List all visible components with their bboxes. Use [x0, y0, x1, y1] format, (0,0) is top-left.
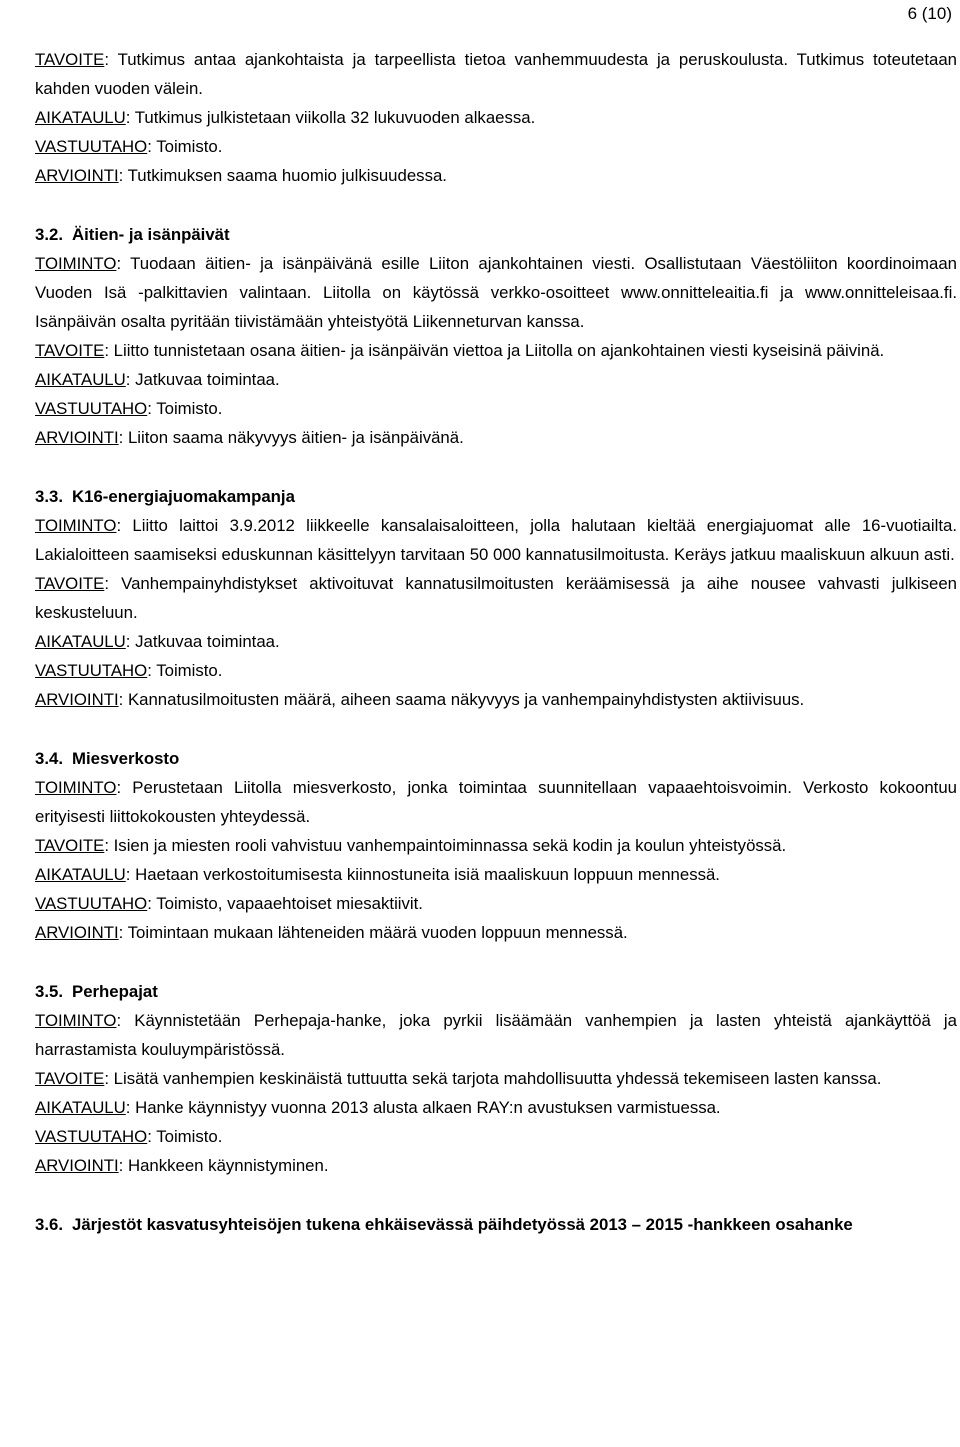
arviointi-paragraph [35, 918, 957, 947]
vastuutaho-paragraph [35, 1122, 957, 1151]
keyword: TAVOITE [35, 836, 105, 855]
aikataulu-paragraph [35, 103, 957, 132]
keyword: VASTUUTAHO [35, 137, 148, 156]
paragraph-text: : Jatkuvaa toimintaa. [125, 370, 280, 389]
tavoite-paragraph [35, 336, 957, 365]
page-number: 6 (10) [907, 4, 952, 23]
aikataulu-paragraph [35, 627, 957, 656]
section-heading [35, 977, 957, 1006]
paragraph-text: : Tutkimus julkistetaan viikolla 32 lukuvuoden alkaessa. [125, 108, 536, 127]
keyword: VASTUUTAHO [35, 1127, 148, 1146]
tavoite-paragraph [35, 831, 957, 860]
keyword: AIKATAULU [35, 1098, 126, 1117]
section-block [35, 249, 957, 452]
toiminto-paragraph [35, 1006, 957, 1064]
paragraph-text: : Jatkuvaa toimintaa. [125, 632, 280, 651]
keyword: ARVIOINTI [35, 1156, 119, 1175]
section-block [35, 1006, 957, 1180]
section-title: K16-energiajuomakampanja [72, 487, 295, 506]
keyword: TAVOITE [35, 341, 105, 360]
section-number: 3.2. [35, 225, 63, 244]
paragraph-text: : Liitto tunnistetaan osana äitien- ja isänpäivän viettoa ja Liitolla on ajankohtainen viesti kyseisinä päivinä. [104, 341, 885, 360]
section-heading [35, 482, 957, 511]
section-heading [35, 744, 957, 773]
keyword: AIKATAULU [35, 632, 126, 651]
section-heading [35, 1210, 957, 1239]
keyword: ARVIOINTI [35, 166, 119, 185]
aikataulu-paragraph [35, 1093, 957, 1122]
keyword: VASTUUTAHO [35, 399, 148, 418]
paragraph-text: : Toimisto, vapaaehtoiset miesaktiivit. [147, 894, 423, 913]
aikataulu-paragraph [35, 860, 957, 889]
keyword: ARVIOINTI [35, 428, 119, 447]
paragraph-text: : Tuodaan äitien- ja isänpäivänä esille Liiton ajankohtainen viesti. Osallistutaan Väestöliiton koordinoimaan Vuoden Isä -palkittavien valintaan. Liitolla on käytössä verkko-osoitteet www.onnitteleaitia.fi ja www.onnitteleisaa.fi. Isänpäivän osalta pyritään tiivistämään yhteistyötä Liikenneturvan kanssa. [35, 254, 957, 331]
paragraph-text: : Vanhempainyhdistykset aktivoituvat kannatusilmoitusten keräämisessä ja aihe nousee vahvasti julkiseen keskusteluun. [35, 574, 957, 622]
keyword: AIKATAULU [35, 370, 126, 389]
section-title: Järjestöt kasvatusyhteisöjen tukena ehkäisevässä päihdetyössä 2013 – 2015 -hankkeen osahanke [72, 1215, 853, 1234]
paragraph-text: : Toimisto. [147, 137, 223, 156]
paragraph-text: : Toimisto. [147, 661, 223, 680]
tavoite-paragraph [35, 1064, 957, 1093]
paragraph-text: : Liitto laittoi 3.9.2012 liikkeelle kansalaisaloitteen, jolla halutaan kieltää energiajuomat alle 16-vuotiailta. Lakialoitteen saamiseksi eduskunnan käsittelyyn tarvitaan 50 000 kannatusilmoitusta. Keräys jatkuu maaliskuun alkuun asti. [35, 516, 957, 564]
keyword: TOIMINTO [35, 516, 117, 535]
section-title: Äitien- ja isänpäivät [72, 225, 230, 244]
paragraph-text: : Lisätä vanhempien keskinäistä tuttuutta sekä tarjota mahdollisuutta yhdessä tekemiseen lasten kanssa. [104, 1069, 882, 1088]
keyword: TOIMINTO [35, 778, 117, 797]
section-title: Miesverkosto [72, 749, 180, 768]
paragraph-text: : Perustetaan Liitolla miesverkosto, jonka toimintaa suunnitellaan vapaaehtoisvoimin. Verkosto kokoontuu erityisesti liittokokousten yhteydessä. [35, 778, 957, 826]
section-title: Perhepajat [72, 982, 158, 1001]
section-heading [35, 220, 957, 249]
vastuutaho-paragraph [35, 656, 957, 685]
toiminto-paragraph [35, 511, 957, 569]
paragraph-text: : Tutkimus antaa ajankohtaista ja tarpeellista tietoa vanhemmuudesta ja peruskoulusta. Tutkimus toteutetaan kahden vuoden välein. [35, 50, 957, 98]
intro-block [35, 45, 957, 190]
section-number: 3.3. [35, 487, 63, 506]
arviointi-paragraph [35, 1151, 957, 1180]
paragraph-text: : Haetaan verkostoitumisesta kiinnostuneita isiä maaliskuun loppuun mennessä. [125, 865, 720, 884]
toiminto-paragraph [35, 773, 957, 831]
vastuutaho-paragraph [35, 394, 957, 423]
keyword: TOIMINTO [35, 254, 117, 273]
section-number: 3.6. [35, 1215, 63, 1234]
tavoite-paragraph [35, 569, 957, 627]
keyword: VASTUUTAHO [35, 894, 148, 913]
paragraph-text: : Toimisto. [147, 1127, 223, 1146]
keyword: AIKATAULU [35, 865, 126, 884]
toiminto-paragraph [35, 249, 957, 336]
section-number: 3.4. [35, 749, 63, 768]
paragraph-text: : Hanke käynnistyy vuonna 2013 alusta alkaen RAY:n avustuksen varmistuessa. [125, 1098, 721, 1117]
aikataulu-paragraph [35, 365, 957, 394]
vastuutaho-paragraph [35, 889, 957, 918]
keyword: VASTUUTAHO [35, 661, 148, 680]
section-number: 3.5. [35, 982, 63, 1001]
arviointi-paragraph [35, 423, 957, 452]
paragraph-text: : Toimintaan mukaan lähteneiden määrä vuoden loppuun mennessä. [118, 923, 628, 942]
keyword: TAVOITE [35, 1069, 105, 1088]
arviointi-paragraph [35, 685, 957, 714]
paragraph-text: : Tutkimuksen saama huomio julkisuudessa. [118, 166, 447, 185]
keyword: TOIMINTO [35, 1011, 117, 1030]
keyword: ARVIOINTI [35, 923, 119, 942]
paragraph-text: : Kannatusilmoitusten määrä, aiheen saama näkyvyys ja vanhempainyhdistysten aktiivisuus. [118, 690, 805, 709]
keyword: TAVOITE [35, 574, 105, 593]
keyword: TAVOITE [35, 50, 105, 69]
paragraph-text: : Hankkeen käynnistyminen. [118, 1156, 329, 1175]
paragraph-text: : Käynnistetään Perhepaja-hanke, joka pyrkii lisäämään vanhempien ja lasten yhteistä ajankäyttöä ja harrastamista kouluympäristössä. [35, 1011, 957, 1059]
vastuutaho-paragraph [35, 132, 957, 161]
paragraph-text: : Toimisto. [147, 399, 223, 418]
section-block [35, 773, 957, 947]
arviointi-paragraph [35, 161, 957, 190]
tavoite-paragraph [35, 45, 957, 103]
paragraph-text: : Isien ja miesten rooli vahvistuu vanhempaintoiminnassa sekä kodin ja koulun yhteistyössä. [104, 836, 787, 855]
keyword: AIKATAULU [35, 108, 126, 127]
paragraph-text: : Liiton saama näkyvyys äitien- ja isänpäivänä. [118, 428, 464, 447]
document-body [35, 45, 957, 1239]
keyword: ARVIOINTI [35, 690, 119, 709]
section-block [35, 511, 957, 714]
